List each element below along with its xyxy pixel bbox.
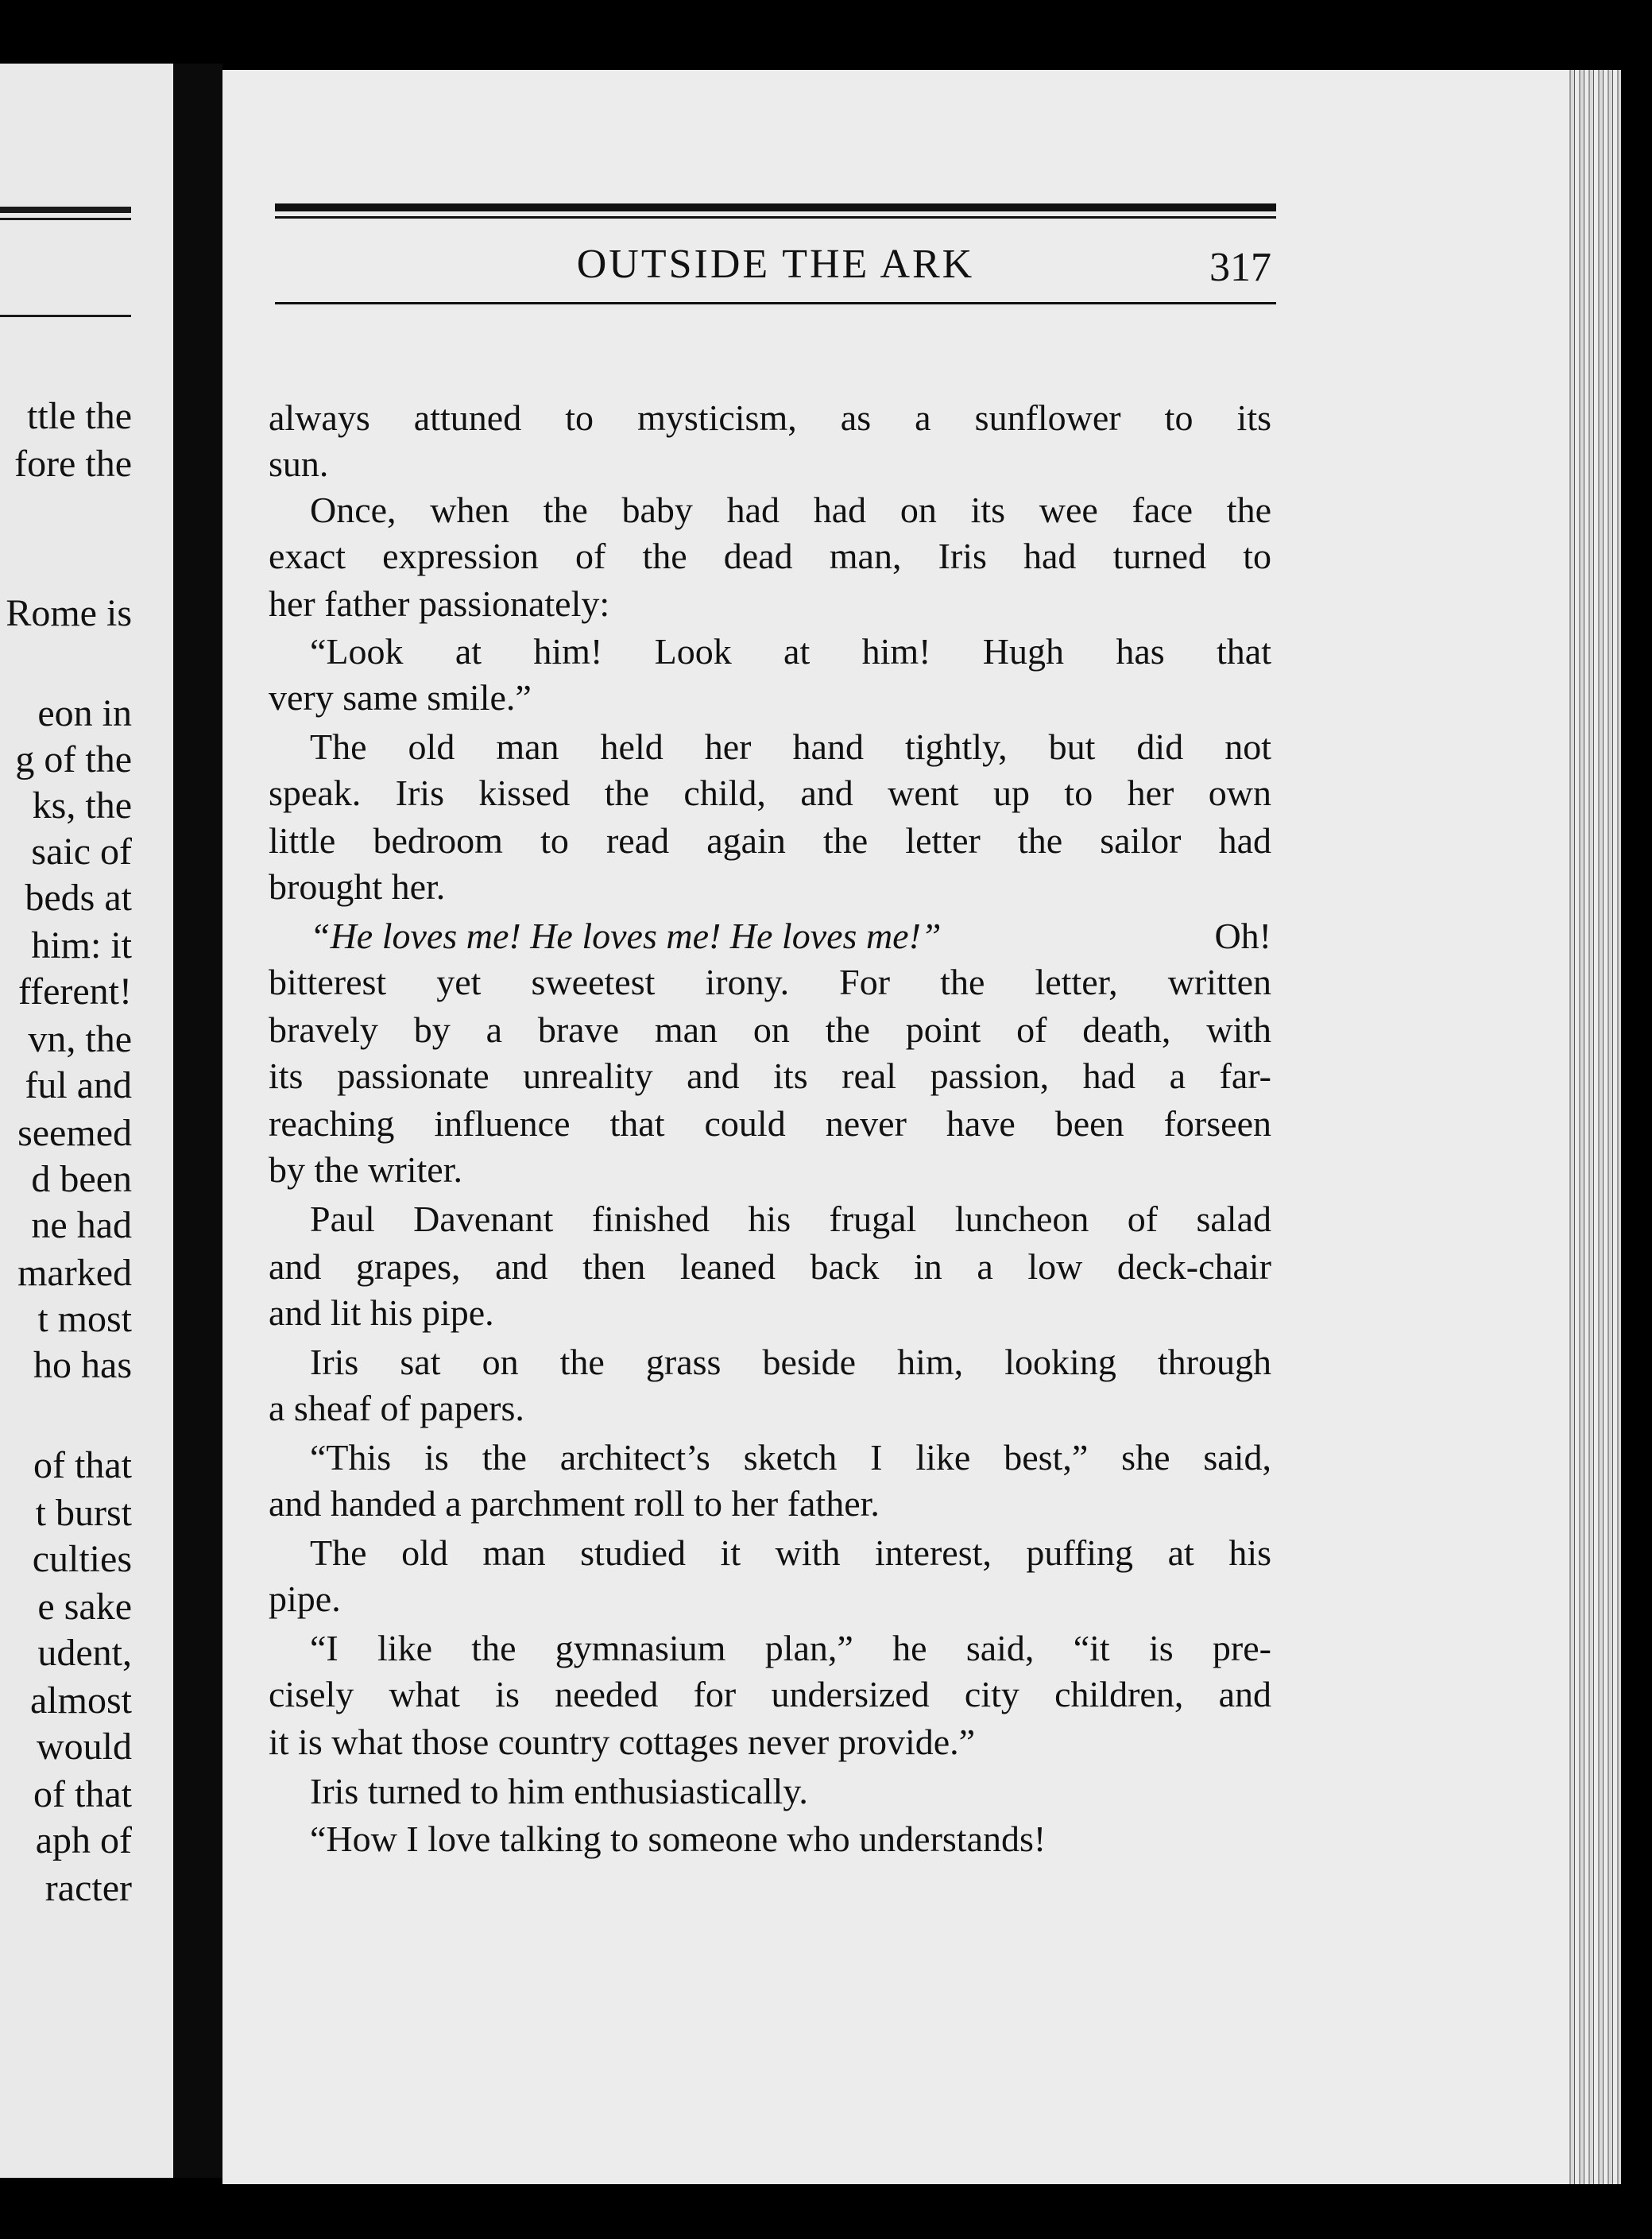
book-gutter	[173, 64, 222, 2178]
text-line: bitterest yet sweetest irony. For the letter, written	[269, 962, 1271, 1002]
left-header-rule-thin	[0, 218, 131, 220]
text-line: its passionate unreality and its real passion, had a far-	[269, 1056, 1271, 1096]
book-page	[222, 70, 1621, 2184]
left-text-line: t burst	[35, 1492, 132, 1534]
text-line: her father passionately:	[269, 583, 610, 624]
left-text-line: udent,	[37, 1632, 132, 1674]
left-text-line: ttle the	[27, 395, 132, 437]
left-text-line: ful and	[25, 1064, 132, 1106]
text-line: “Look at him! Look at him! Hugh has that	[310, 631, 1271, 672]
left-text-line: eon in	[37, 692, 132, 734]
left-text-line: Rome is	[6, 592, 132, 634]
left-text-line: fore the	[14, 443, 132, 485]
text-line: always attuned to mysticism, as a sunflower to its	[269, 397, 1271, 438]
running-title: OUTSIDE THE ARK	[576, 242, 975, 287]
text-line: bravely by a brave man on the point of death, with	[269, 1009, 1271, 1050]
header-rule-below	[275, 302, 1276, 304]
text-line: “I like the gymnasium plan,” he said, “it is pre-	[310, 1628, 1271, 1668]
text-line-italic	[269, 914, 1271, 958]
left-text-line: e sake	[37, 1586, 132, 1628]
left-text-line: fferent!	[17, 970, 132, 1013]
running-head	[275, 237, 1276, 292]
text-line: reaching influence that could never have been forseen	[269, 1103, 1271, 1144]
left-header-rule-below	[0, 315, 131, 317]
left-text-line: aph of	[35, 1819, 132, 1861]
left-text-line: marked	[17, 1252, 132, 1294]
page-number: 317	[1209, 245, 1271, 290]
text-line: Iris sat on the grass beside him, looking through	[310, 1342, 1271, 1382]
text-line: and grapes, and then leaned back in a low deck-chair	[269, 1246, 1271, 1287]
left-text-line: saic of	[31, 831, 132, 873]
text-line: and lit his pipe.	[269, 1292, 494, 1333]
left-text-line: of that	[33, 1773, 132, 1815]
text-line: a sheaf of papers.	[269, 1388, 524, 1428]
left-text-line: of that	[33, 1444, 132, 1486]
text-line: pipe.	[269, 1579, 341, 1619]
text-line: it is what those country cottages never provide.”	[269, 1722, 976, 1762]
text-line: exact expression of the dead man, Iris had turned to	[269, 536, 1271, 576]
text-line: The old man studied it with interest, puffing at his	[310, 1532, 1271, 1573]
text-line: Once, when the baby had had on its wee face the	[310, 490, 1271, 530]
left-text-line: him: it	[31, 924, 132, 966]
previous-page-fragment	[0, 64, 173, 2178]
left-text-line: ks, the	[32, 784, 132, 827]
left-text-line: t most	[37, 1298, 132, 1340]
left-text-line: almost	[30, 1679, 132, 1722]
left-text-line: vn, the	[28, 1018, 132, 1060]
italic-quote: “He loves me! He loves me! He loves me!”	[310, 916, 942, 956]
left-text-line: ne had	[31, 1204, 132, 1246]
left-text-line: beds at	[25, 877, 132, 919]
text-line: by the writer.	[269, 1149, 462, 1190]
left-text-line: d been	[31, 1158, 132, 1200]
header-rule-thin	[275, 216, 1276, 219]
page-edges	[1565, 70, 1621, 2184]
header-rule	[275, 203, 1276, 211]
text-line: “This is the architect’s sketch I like best,” she said,	[310, 1437, 1271, 1478]
text-line: speak. Iris kissed the child, and went up to her own	[269, 773, 1271, 813]
left-text-line: seemed	[17, 1112, 132, 1154]
text-line: Iris turned to him enthusiastically.	[310, 1771, 808, 1811]
left-text-line: g of the	[15, 738, 132, 781]
text-line: The old man held her hand tightly, but did not	[310, 726, 1271, 767]
text-line: Paul Davenant finished his frugal luncheon of salad	[310, 1199, 1271, 1239]
left-text-line: racter	[44, 1867, 132, 1909]
text-line: brought her.	[269, 866, 446, 907]
text-line: “How I love talking to someone who understands!	[310, 1819, 1047, 1859]
exclamation: Oh!	[1214, 916, 1271, 956]
text-line: very same smile.”	[269, 677, 532, 718]
text-line: sun.	[269, 444, 329, 484]
left-text-line: culties	[32, 1538, 132, 1580]
left-text-line: would	[37, 1726, 132, 1768]
text-line: little bedroom to read again the letter the sailor had	[269, 820, 1271, 861]
text-line: and handed a parchment roll to her father.	[269, 1483, 880, 1524]
left-header-rule	[0, 207, 131, 213]
text-line: cisely what is needed for undersized city children, and	[269, 1674, 1271, 1714]
left-text-line: ho has	[33, 1344, 132, 1386]
